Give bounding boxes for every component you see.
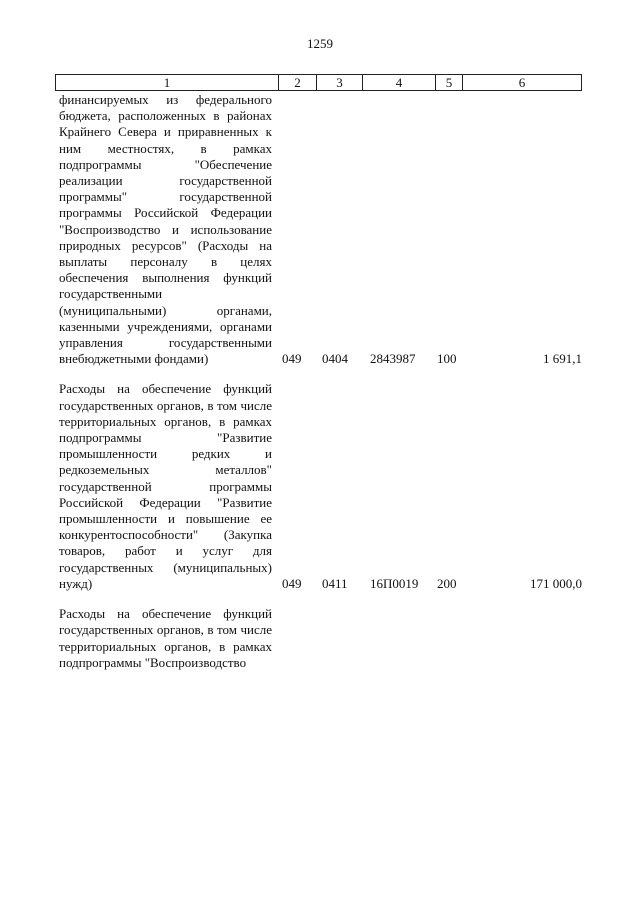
header-col-5: 5 (436, 75, 463, 90)
header-col-2: 2 (279, 75, 317, 90)
ministry-code: 049 (282, 576, 302, 592)
table-header (55, 74, 582, 91)
header-col-4: 4 (363, 75, 436, 90)
ministry-code: 049 (282, 351, 302, 367)
section-code: 0411 (322, 576, 348, 592)
target-item-code: 2843987 (370, 351, 416, 367)
amount-value: 1 691,1 (543, 351, 582, 367)
expense-type-code: 200 (437, 576, 457, 592)
table-row (59, 381, 582, 592)
amount-value: 171 000,0 (530, 576, 582, 592)
header-col-1: 1 (56, 75, 279, 90)
row-description: финансируемых из федерального бюджета, расположенных в районах Крайнего Севера и приравненных к ним местностях, в рамках подпрограммы "Обеспечение реализации государственной программы" государственной программы Российской Федерации "Воспроизводство и использование природных ресурсов" (Расходы на выплаты персоналу в целях обеспечения выполнения функций государственными (муниципальными) органами, казенными учреждениями, органами управления государственными внебюджетными фондами) (59, 92, 272, 367)
header-col-3: 3 (317, 75, 363, 90)
row-description: Расходы на обеспечение функций государственных органов, в том числе территориальных органов, в рамках подпрограммы "Развитие промышленности редких и редкоземельных металлов" государственной программы Российской Федерации "Развитие промышленности и повышение ее конкурентоспособности" (Закупка товаров, работ и услуг для государственных (муниципальных) нужд) (59, 381, 272, 591)
page-number: 1259 (307, 36, 333, 51)
table-row (59, 92, 582, 367)
target-item-code: 16П0019 (370, 576, 419, 592)
table-body (59, 92, 582, 685)
row-codes (59, 351, 582, 367)
row-codes (59, 576, 582, 592)
section-code: 0404 (322, 351, 348, 367)
expense-type-code: 100 (437, 351, 457, 367)
row-description: Расходы на обеспечение функций государственных органов, в том числе территориальных органов, в рамках подпрограммы "Воспроизводство (59, 606, 272, 670)
header-col-6: 6 (518, 75, 526, 90)
table-row (59, 606, 582, 671)
